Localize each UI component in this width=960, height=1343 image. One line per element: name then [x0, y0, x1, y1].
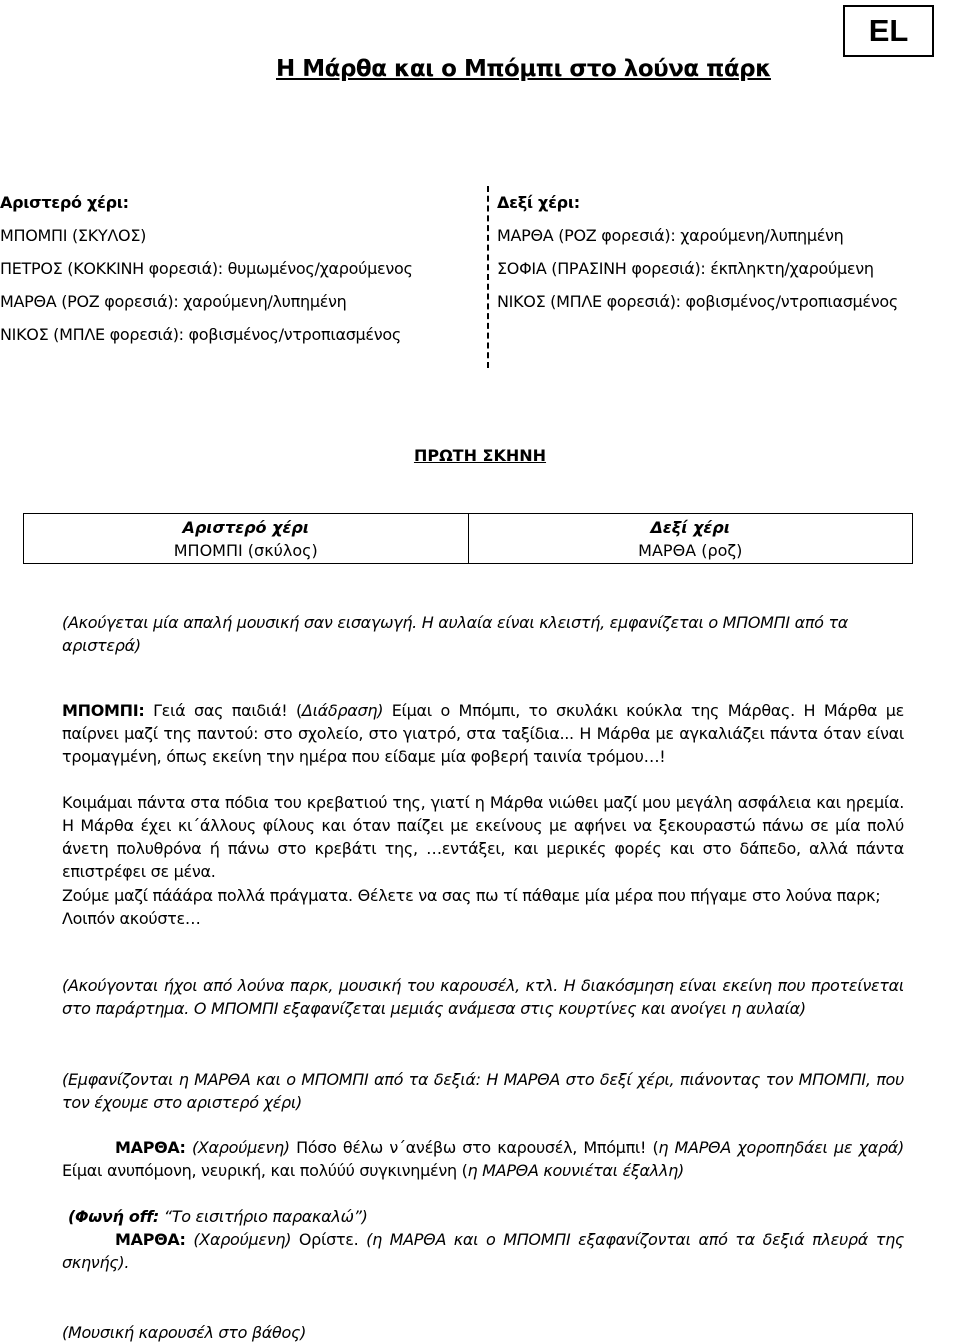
- stage-direction-3: (Εμφανίζονται η ΜΑΡΘΑ και ο ΜΠΟΜΠΙ από τα δεξιά: Η ΜΑΡΘΑ στο δεξί χέρι, πιάνοντας τον ΜΠΟΜΠΙ, που τον έχουμε στο αριστερό χέρι): [62, 1070, 904, 1112]
- cast-divider: [487, 186, 489, 368]
- scene-left-hand-label: Αριστερό χέρι: [182, 518, 310, 537]
- speaker-label: ΜΑΡΘΑ:: [115, 1138, 186, 1157]
- cast-right-line: ΣΟΦΙΑ (ΠΡΑΣΙΝΗ φορεσιά): έκπληκτη/χαρούμενη: [497, 259, 874, 278]
- bobby-monologue-3: Ζούμε μαζί πάάάρα πολλά πράγματα. Θέλετε να σας πω τί πάθαμε μία μέρα που πήγαμε στο λούνα παρκ; Λοιπόν ακούστε…: [62, 886, 881, 928]
- cast-right-line: ΜΑΡΘΑ (ΡΟΖ φορεσιά): χαρούμενη/λυπημένη: [497, 226, 844, 245]
- language-badge: EL: [843, 5, 934, 57]
- stage-direction-final: (Μουσική καρουσέλ στο βάθος): [62, 1323, 307, 1342]
- martha-line-2: [62, 1228, 904, 1274]
- cast-left-line: ΜΑΡΘΑ (ΡΟΖ φορεσιά): χαρούμενη/λυπημένη: [0, 292, 347, 311]
- stage-direction-inline: η ΜΑΡΘΑ χοροπηδάει με χαρά): [658, 1138, 904, 1157]
- voice-off-line: [68, 1205, 910, 1228]
- scene-hands-table: [23, 513, 913, 564]
- cast-left-heading: Αριστερό χέρι:: [0, 193, 129, 212]
- scene-left-cell: [24, 514, 468, 563]
- scene-left-character: ΜΠΟΜΠΙ (σκύλος): [173, 541, 318, 560]
- cast-left-line: ΝΙΚΟΣ (ΜΠΛΕ φορεσιά): φοβισμένος/ντροπιασμένος: [0, 325, 401, 344]
- stage-direction-inline: η ΜΑΡΘΑ κουνιέται έξαλλη): [467, 1161, 684, 1180]
- cast-right-heading: Δεξί χέρι:: [497, 193, 580, 212]
- speaker-label: ΜΠΟΜΠΙ:: [62, 701, 145, 720]
- scene-right-cell: [468, 514, 913, 563]
- dialogue-text: Ορίστε.: [291, 1230, 359, 1249]
- scene-right-hand-label: Δεξί χέρι: [650, 518, 730, 537]
- cast-right-line: ΝΙΚΟΣ (ΜΠΛΕ φορεσιά): φοβισμένος/ντροπιασμένος: [497, 292, 898, 311]
- emotion-cue: (Χαρούμενη): [185, 1230, 292, 1249]
- stage-direction-intro: (Ακούγεται μία απαλή μουσική σαν εισαγωγή. Η αυλαία είναι κλειστή, εμφανίζεται ο ΜΠΟΜΠΙ από τα αριστερά): [62, 613, 849, 655]
- dialogue-text: Είμαι ανυπόμονη, νευρική, και πολύύύ συγκινημένη (: [62, 1161, 468, 1180]
- speaker-label: ΜΑΡΘΑ:: [115, 1230, 186, 1249]
- scene-title: ΠΡΩΤΗ ΣΚΗΝΗ: [413, 446, 547, 465]
- page-title: Η Μάρθα και ο Μπόμπι στο λούνα πάρκ: [276, 56, 771, 82]
- stage-direction-inline: (η ΜΑΡΘΑ και ο ΜΠΟΜΠΙ εξαφανίζονται από τα δεξιά πλευρά της σκηνής).: [62, 1230, 904, 1272]
- dialogue-text: Γειά σας παιδιά! (: [144, 701, 302, 720]
- cast-right-hand: [497, 186, 898, 318]
- bobby-monologue-2: Κοιμάμαι πάντα στα πόδια του κρεβατιού της, γιατί η Μάρθα νιώθει μαζί μου μεγάλη ασφάλεια και ηρεμία. Η Μάρθα έχει κι΄άλλους φίλους και όταν παίζει με εκείνους με αφήνει να ξεκουραστώ πάνω σε μία πολύ άνετη πολυθρόνα ή πάνω στο κρεβάτι της, …εντάξει, και μερικές φορές και στο δάπεδο, αλλά πάντα επιστρέφει σε μένα.: [62, 793, 904, 881]
- martha-line-1: [62, 1136, 904, 1182]
- interaction-cue: Διάδραση): [301, 701, 384, 720]
- stage-direction-2: (Ακούγονται ήχοι από λούνα παρκ, μουσική του καρουσέλ, κτλ. Η διακόσμηση είναι εκείνη που προτείνεται στο παράρτημα. Ο ΜΠΟΜΠΙ εξαφανίζεται μεμιάς ανάμεσα στις κουρτίνες και ανοίγει η αυλαία): [62, 976, 904, 1018]
- cast-left-hand: [0, 186, 413, 351]
- scene-right-character: ΜΑΡΘΑ (ροζ): [638, 541, 743, 560]
- emotion-cue: (Χαρούμενη): [185, 1138, 290, 1157]
- cast-left-line: ΠΕΤΡΟΣ (ΚΟΚΚΙΝΗ φορεσιά): θυμωμένος/χαρούμενος: [0, 259, 413, 278]
- voice-off-label: (Φωνή off:: [68, 1207, 159, 1226]
- bobby-monologue: [62, 699, 904, 768]
- cast-left-line: ΜΠΟΜΠΙ (ΣΚΥΛΟΣ): [0, 226, 147, 245]
- dialogue-text: Πόσο θέλω ν΄ανέβω στο καρουσέλ, Μπόμπι! (: [289, 1138, 659, 1157]
- voice-off-text: “Το εισιτήριο παρακαλώ”): [159, 1207, 368, 1226]
- dialogue-text: Είμαι ο Μπόμπι, το σκυλάκι κούκλα της Μάρθας. Η Μάρθα με παίρνει μαζί της παντού: στο σχολείο, στο γιατρό, στα ταξίδια... Η Μάρθα με αγκαλιάζει πάντα όταν είναι τρομαγμένη, όπως εκείνη την ημέρα που είδαμε μία φοβερή ταινία τρόμου…!: [62, 701, 904, 766]
